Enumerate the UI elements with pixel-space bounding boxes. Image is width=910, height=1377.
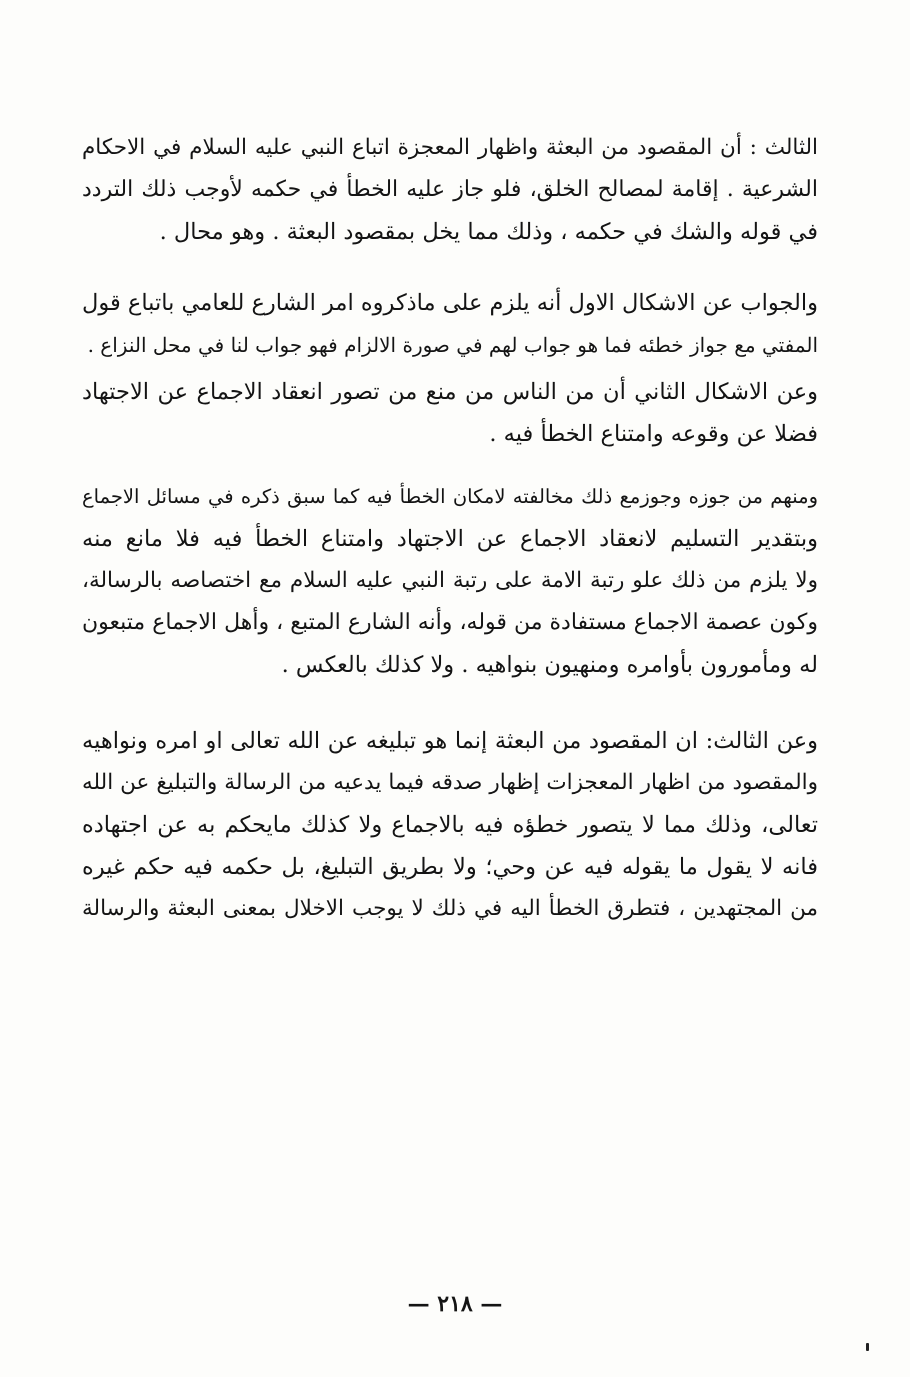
text-line: الشرعية . إقامة لمصالح الخلق، فلو جاز عليه الخطأ في حكمه لأوجب ذلك التردد [82, 177, 818, 202]
paragraph-those-who-permit [82, 476, 818, 686]
scan-speck [866, 1343, 869, 1351]
paragraph-answer-first [82, 282, 818, 366]
text-line: المفتي مع جواز خطئه فما هو جواب لهم في صورة الالزام فهو جواب لنا في محل النزاع . [87, 333, 818, 357]
text-line: له ومأمورون بأوامره ومنهيون بنواهيه . ولا كذلك بالعكس . [281, 652, 818, 678]
text-line: وكون عصمة الاجماع مستفادة من قوله، وأنه الشارع المتبع ، وأهل الاجماع متبعون [82, 610, 818, 635]
text-line: والمقصود من اظهار المعجزات إظهار صدقه فيما يدعيه من الرسالة والتبليغ عن الله [82, 770, 818, 795]
text-line: من المجتهدين ، فتطرق الخطأ اليه في ذلك لا يوجب الاخلال بمعنى البعثة والرسالة [82, 896, 818, 921]
text-line: ومنهم من جوزه وجوزمع ذلك مخالفته لامكان الخطأ فيه كما سبق ذكره في مسائل الاجماع [82, 485, 818, 508]
text-line: ولا يلزم من ذلك علو رتبة الامة على رتبة النبي عليه السلام مع اختصاصه بالرسالة، [82, 568, 818, 593]
text-line: وبتقدير التسليم لانعقاد الاجماع عن الاجتهاد وامتناع الخطأ فيه فلا مانع منه [82, 526, 818, 552]
text-line: الثالث : أن المقصود من البعثة واظهار المعجزة اتباع النبي عليه السلام في الاحكام [82, 135, 818, 160]
text-line: وعن الاشكال الثاني أن من الناس من منع من تصور انعقاد الاجماع عن الاجتهاد [82, 379, 818, 405]
text-line: تعالى، وذلك مما لا يتصور خطؤه فيه بالاجماع ولا كذلك مايحكم به عن اجتهاده [82, 812, 818, 838]
text-line: في قوله والشك في حكمه ، وذلك مما يخل بمقصود البعثة . وهو محال . [159, 219, 818, 245]
paragraph-answer-third [82, 720, 818, 930]
paragraph-third-objection [82, 127, 818, 253]
text-line: فضلا عن وقوعه وامتناع الخطأ فيه . [489, 421, 818, 447]
text-line: وعن الثالث: ان المقصود من البعثة إنما هو تبليغه عن الله تعالى او امره ونواهيه [82, 728, 818, 754]
text-line: فانه لا يقول ما يقوله فيه عن وحي؛ ولا بطريق التبليغ، بل حكمه فيه حكم غيره [82, 854, 818, 880]
text-line: والجواب عن الاشكال الاول أنه يلزم على ماذكروه امر الشارع للعامي باتباع قول [82, 290, 818, 316]
page-number: — ٢١٨ — [407, 1291, 503, 1317]
paragraph-answer-second [82, 371, 818, 455]
